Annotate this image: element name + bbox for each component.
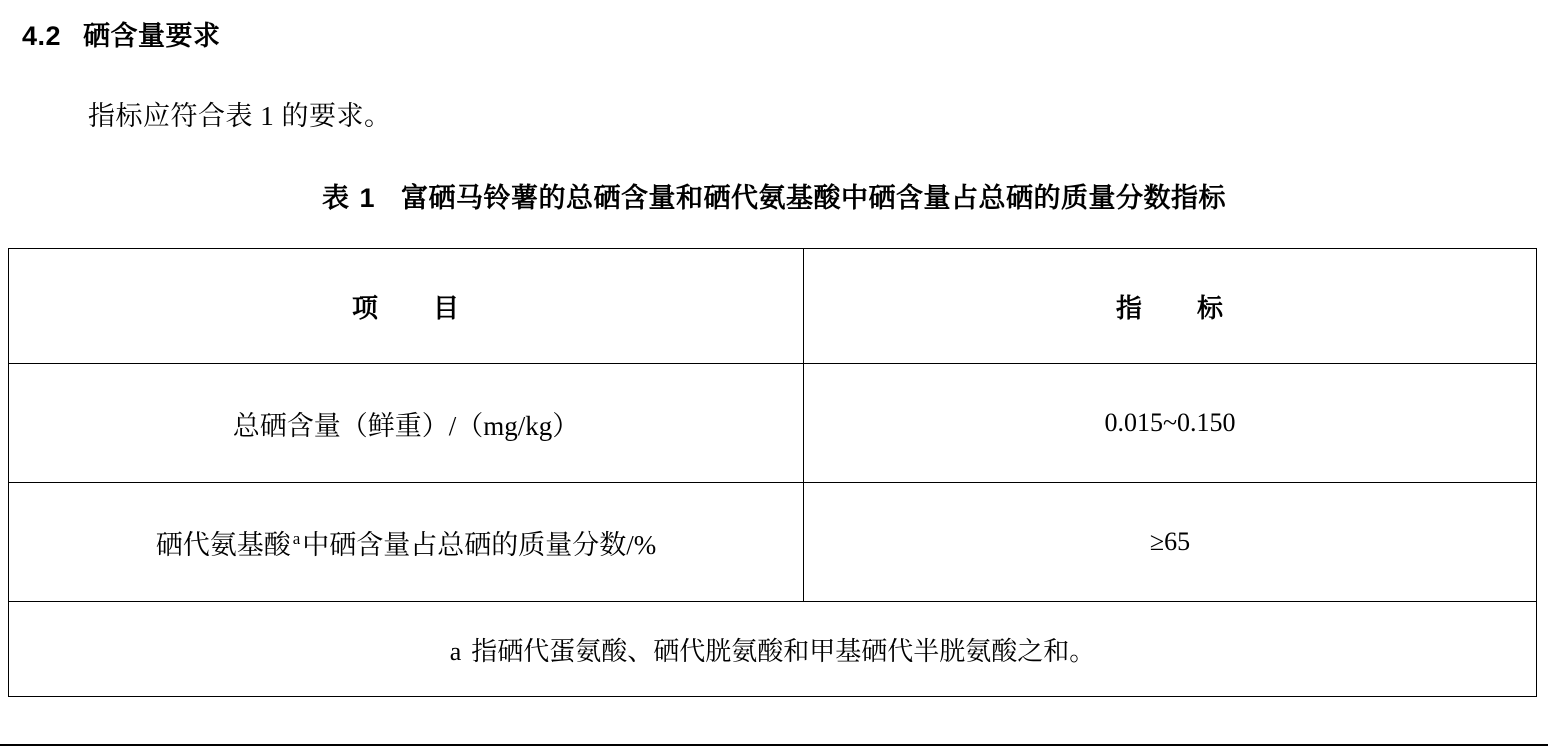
cell-value-total-selenium: 0.015~0.150	[804, 364, 1537, 483]
intro-paragraph: 指标应符合表 1 的要求。	[88, 101, 392, 131]
cell-item-text: 硒代氨基酸	[155, 529, 291, 560]
cell-item-text-tail: 中硒含量占总硒的质量分数/%	[302, 529, 657, 560]
table-header-row	[9, 249, 1537, 364]
table-caption-title: 富硒马铃薯的总硒含量和硒代氨基酸中硒含量占总硒的质量分数指标	[401, 183, 1227, 213]
header-cell-index: 指 标	[804, 249, 1537, 364]
page-bottom-rule	[0, 744, 1548, 746]
footnote-mark: a	[449, 636, 462, 666]
cell-value-selenoamino-acid: ≥65	[804, 483, 1537, 602]
cell-item-selenoamino-acid	[9, 483, 804, 602]
header-cell-item: 项 目	[9, 249, 804, 364]
table-footnote	[9, 602, 1537, 697]
specification-table	[8, 248, 1537, 697]
table-caption	[0, 176, 1548, 215]
cell-item-total-selenium: 总硒含量（鲜重）/（mg/kg）	[9, 364, 804, 483]
footnote-superscript: a	[292, 528, 301, 548]
table-footnote-row	[9, 602, 1537, 697]
table-row	[9, 483, 1537, 602]
table-caption-number: 1	[359, 183, 376, 213]
footnote-text: 指硒代蛋氨酸、硒代胱氨酸和甲基硒代半胱氨酸之和。	[471, 636, 1096, 666]
section-number: 4.2	[22, 21, 62, 51]
section-title: 硒含量要求	[83, 21, 221, 51]
table-caption-label: 表	[321, 183, 350, 213]
table-row	[9, 364, 1537, 483]
section-heading	[22, 14, 221, 53]
